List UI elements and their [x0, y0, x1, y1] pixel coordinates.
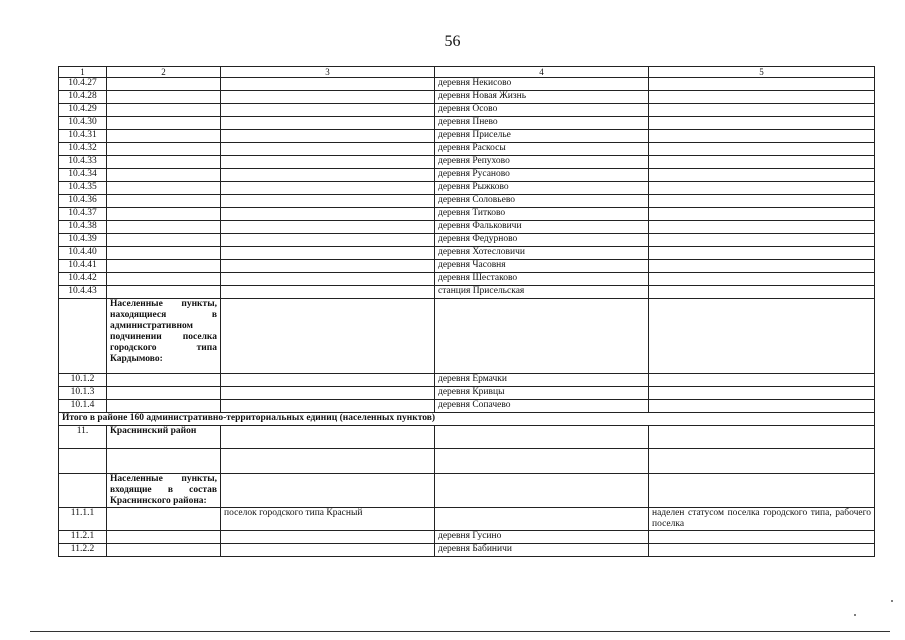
row-number: 10.1.2	[59, 374, 107, 387]
row-number: 10.4.43	[59, 286, 107, 299]
header-col-3: 3	[221, 67, 435, 78]
row-number: 10.4.28	[59, 91, 107, 104]
row-number: 11.1.1	[59, 508, 107, 531]
subsection-row-kardymovo	[59, 299, 875, 374]
row-number: 10.4.35	[59, 182, 107, 195]
settlement-name: деревня Титково	[435, 208, 649, 221]
settlement-name: деревня Сопачево	[435, 400, 649, 413]
krasninsky-heading: Населенные пункты, входящие в состав Краснинского района:	[107, 474, 221, 508]
settlement-name: деревня Кривцы	[435, 387, 649, 400]
table-row	[59, 182, 875, 195]
table-row	[59, 195, 875, 208]
table-row	[59, 104, 875, 117]
settlement-name: поселок городского типа Красный	[221, 508, 435, 531]
row-number: 10.1.4	[59, 400, 107, 413]
scan-edge-line	[30, 631, 890, 632]
scan-speck	[891, 600, 893, 602]
row-number: 10.1.3	[59, 387, 107, 400]
settlement-name: деревня Часовня	[435, 260, 649, 273]
table-row	[59, 169, 875, 182]
row-number: 10.4.39	[59, 234, 107, 247]
district-number: 11.	[59, 426, 107, 449]
settlement-status-note: наделен статусом поселка городского типа, рабочего поселка	[649, 508, 875, 531]
table-row	[59, 387, 875, 400]
row-number: 11.2.1	[59, 531, 107, 544]
settlement-name: станция Присельская	[435, 286, 649, 299]
table-row	[59, 374, 875, 387]
table-row	[59, 117, 875, 130]
settlement-name: деревня Гусино	[435, 531, 649, 544]
settlement-name: деревня Фальковичи	[435, 221, 649, 234]
row-number: 10.4.38	[59, 221, 107, 234]
district-total-row	[59, 413, 875, 426]
settlement-name: деревня Русаново	[435, 169, 649, 182]
settlement-name: деревня Приселье	[435, 130, 649, 143]
subsection-row-krasninsky	[59, 474, 875, 508]
settlement-name: деревня Бабиничи	[435, 544, 649, 557]
row-number: 10.4.41	[59, 260, 107, 273]
row-number: 10.4.27	[59, 78, 107, 91]
header-col-2: 2	[107, 67, 221, 78]
page-number: 56	[444, 33, 461, 50]
table-header-row	[59, 67, 875, 78]
table-row	[59, 208, 875, 221]
row-number: 10.4.31	[59, 130, 107, 143]
table-row	[59, 78, 875, 91]
settlement-name: деревня Пнево	[435, 117, 649, 130]
settlement-name: деревня Шестаково	[435, 273, 649, 286]
settlement-name: деревня Хотесловичи	[435, 247, 649, 260]
row-number: 10.4.36	[59, 195, 107, 208]
header-col-1: 1	[59, 67, 107, 78]
district-name: Краснинский район	[107, 426, 221, 449]
district-total: Итого в районе 160 административно-территориальных единиц (населенных пунктов)	[59, 413, 875, 426]
settlement-name: деревня Ермачки	[435, 374, 649, 387]
table-row	[59, 221, 875, 234]
settlement-name: деревня Осово	[435, 104, 649, 117]
settlement-name: деревня Федурново	[435, 234, 649, 247]
table-row	[59, 508, 875, 531]
settlement-name: деревня Некисово	[435, 78, 649, 91]
settlement-name: деревня Новая Жизнь	[435, 91, 649, 104]
row-number: 10.4.32	[59, 143, 107, 156]
kardymovo-heading: Населенные пункты, находящиеся в административном подчинении поселка городского типа Кардымово:	[107, 299, 221, 374]
header-col-4: 4	[435, 67, 649, 78]
settlement-name: деревня Репухово	[435, 156, 649, 169]
spacer-row	[59, 449, 875, 474]
district-row-11	[59, 426, 875, 449]
scan-speck	[854, 614, 856, 616]
table-row	[59, 531, 875, 544]
row-number: 10.4.42	[59, 273, 107, 286]
table-row	[59, 91, 875, 104]
header-col-5: 5	[649, 67, 875, 78]
settlement-name: деревня Рыжково	[435, 182, 649, 195]
row-number: 10.4.29	[59, 104, 107, 117]
table-row	[59, 130, 875, 143]
row-number: 11.2.2	[59, 544, 107, 557]
settlements-table	[58, 66, 875, 557]
table-row	[59, 260, 875, 273]
table-row	[59, 286, 875, 299]
table-row	[59, 400, 875, 413]
table-row	[59, 156, 875, 169]
table-row	[59, 544, 875, 557]
table-row	[59, 273, 875, 286]
row-number: 10.4.33	[59, 156, 107, 169]
settlement-name: деревня Соловьево	[435, 195, 649, 208]
table-row	[59, 247, 875, 260]
table-row	[59, 234, 875, 247]
settlement-name: деревня Раскосы	[435, 143, 649, 156]
row-number: 10.4.40	[59, 247, 107, 260]
row-number: 10.4.37	[59, 208, 107, 221]
row-number: 10.4.34	[59, 169, 107, 182]
row-number: 10.4.30	[59, 117, 107, 130]
table-row	[59, 143, 875, 156]
